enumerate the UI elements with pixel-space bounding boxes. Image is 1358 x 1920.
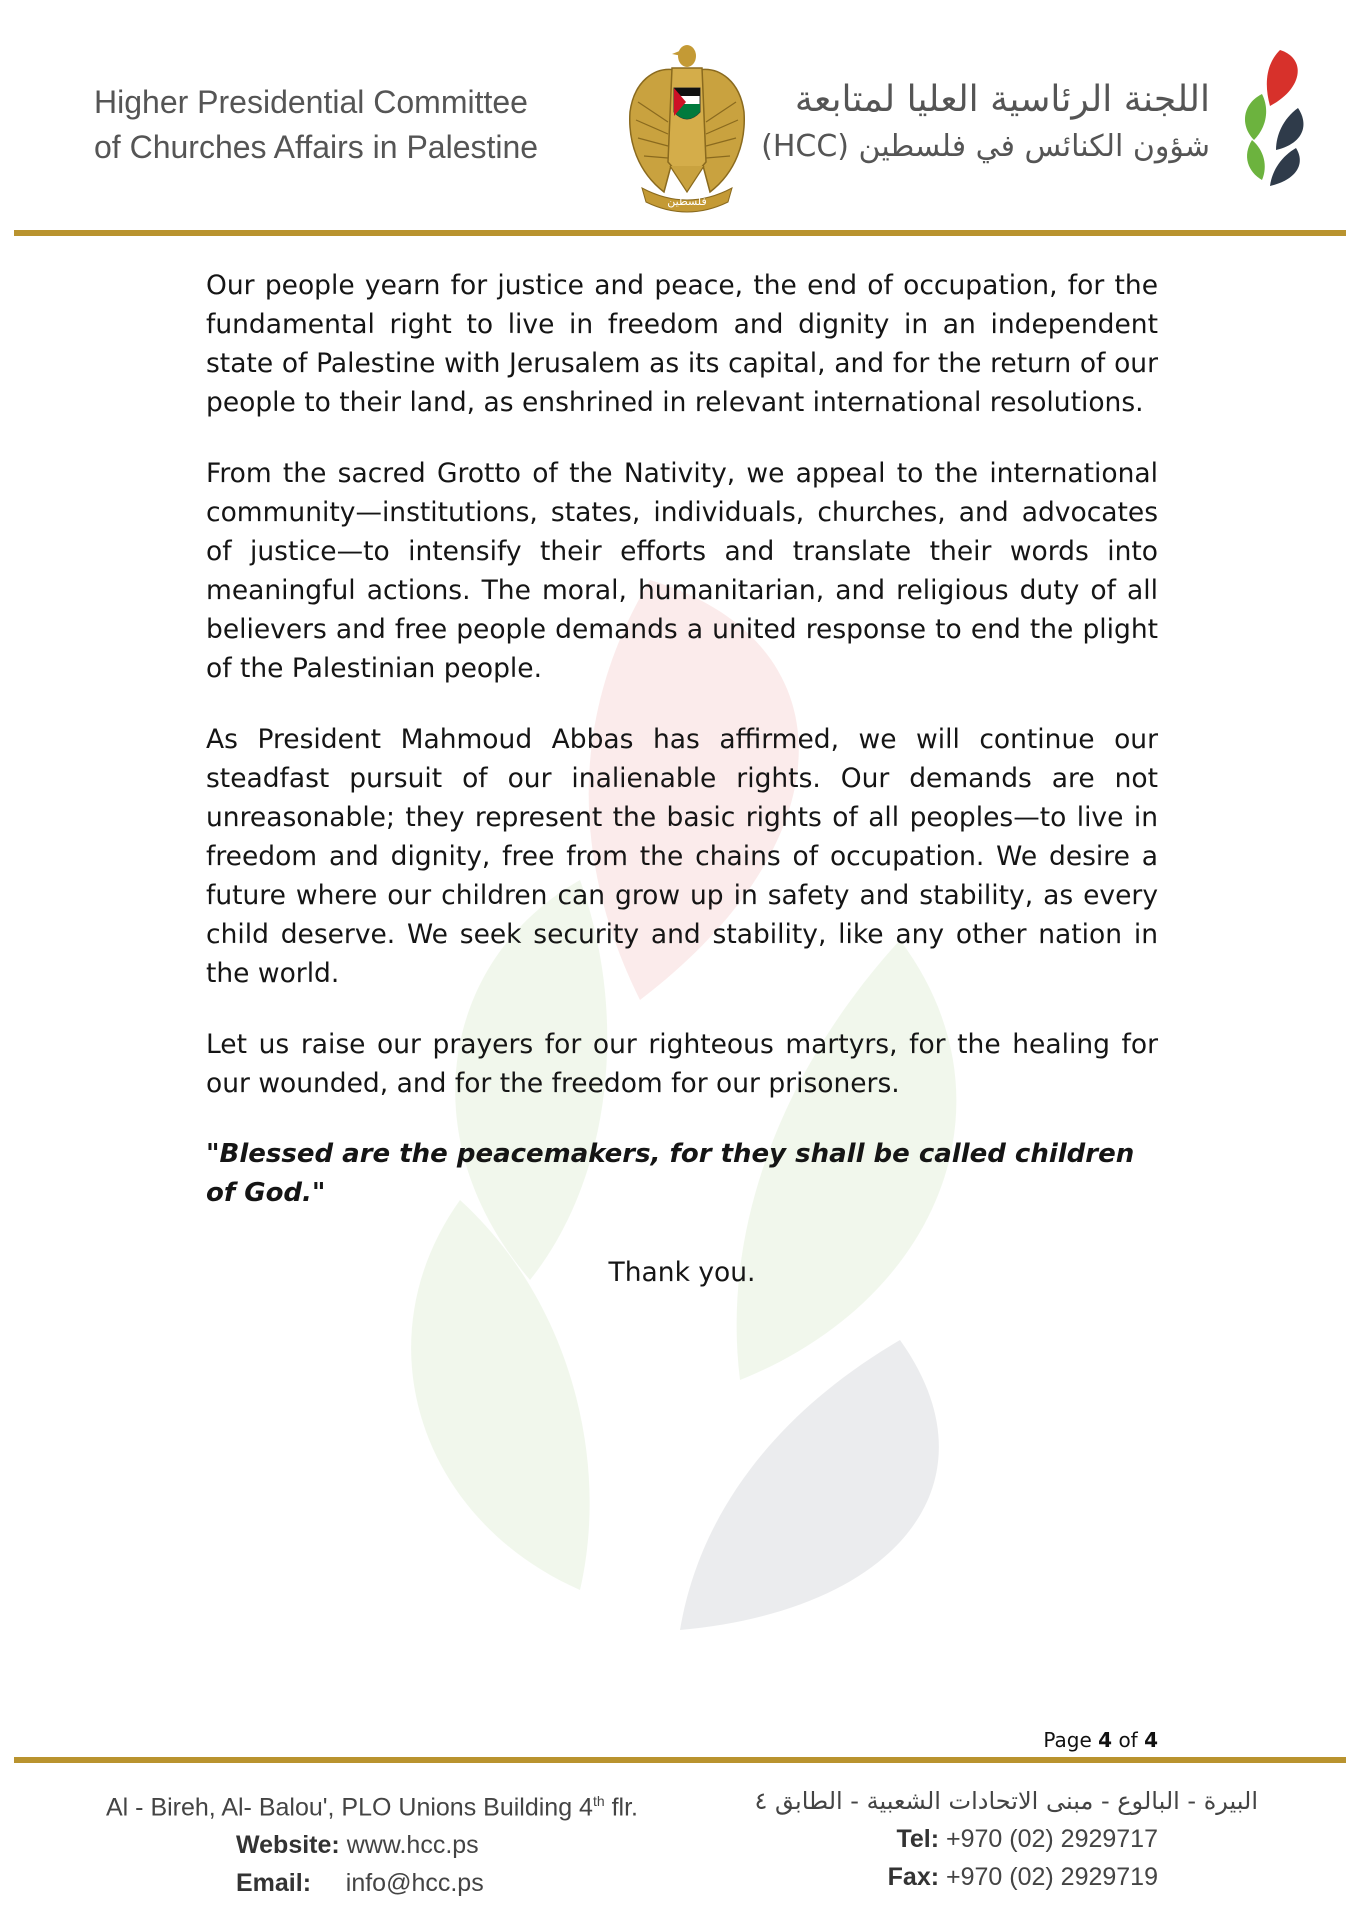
org-name-ar-line2: شؤون الكنائس في فلسطين (HCC) xyxy=(761,129,1210,164)
emblem-ribbon-text: فلسطين xyxy=(667,195,707,208)
footer-fax-row xyxy=(754,1858,1258,1896)
footer-tel-row xyxy=(754,1820,1258,1858)
header-divider xyxy=(14,230,1346,236)
page-label: Page xyxy=(1043,1728,1092,1752)
footer-address-en-sup: th xyxy=(592,1793,605,1809)
page-of: of xyxy=(1118,1728,1138,1752)
footer-address-en-suffix: flr. xyxy=(604,1793,638,1822)
closing-thanks: Thank you. xyxy=(608,1257,756,1288)
fax-label: Fax: xyxy=(887,1863,940,1891)
page-number xyxy=(1043,1728,1158,1752)
email-label: Email: xyxy=(236,1869,312,1898)
org-name-en xyxy=(94,80,538,170)
footer-address-ar: البيرة - البالوع - مبنى الاتحادات الشعبية - الطابق ٤ xyxy=(754,1787,1258,1815)
paragraph-3: As President Mahmoud Abbas has affirmed, we will continue our steadfast pursuit of our inalienable rights. Our demands are not unreasonable; they represent the basic rights of all peoples—to live in freedom and dignity, free from the chains of occupation. We desire a future where our children can grow up in safety and stability, as every child deserve. We seek security and stability, like any other nation in the world. xyxy=(206,724,1158,989)
footer-contact-en xyxy=(106,1782,638,1902)
hcc-leaf-logo-icon xyxy=(1240,48,1308,188)
org-name-en-line2: of Churches Affairs in Palestine xyxy=(94,129,539,165)
org-name-ar xyxy=(761,74,1210,168)
letter-body xyxy=(206,266,1158,1292)
footer-email-row xyxy=(106,1864,638,1902)
org-name-ar-line1: اللجنة الرئاسية العليا لمتابعة xyxy=(794,79,1210,120)
footer-address-en xyxy=(106,1782,638,1826)
paragraph-1: Our people yearn for justice and peace, the end of occupation, for the fundamental right to live in freedom and dignity in an independent state of Palestine with Jerusalem as its capital, and for the return of our people to their land, as enshrined in relevant international resolutions. xyxy=(206,270,1158,418)
scripture-quote: "Blessed are the peacemakers, for they shall be called children of God." xyxy=(206,1139,1135,1208)
page-current: 4 xyxy=(1098,1728,1113,1752)
fax-number: +970 (02) 2929719 xyxy=(946,1863,1158,1891)
tel-number: +970 (02) 2929717 xyxy=(946,1825,1158,1853)
footer-contact-ar xyxy=(754,1782,1258,1896)
website-link[interactable]: www.hcc.ps xyxy=(346,1831,479,1860)
footer-address-en-text: Al - Bireh, Al- Balou', PLO Unions Building 4 xyxy=(106,1793,593,1822)
website-label: Website: xyxy=(236,1831,340,1860)
footer-website-row xyxy=(106,1826,638,1864)
email-link[interactable]: info@hcc.ps xyxy=(345,1869,484,1898)
paragraph-2: From the sacred Grotto of the Nativity, we appeal to the international community—institutions, states, individuals, churches, and advocates of justice—to intensify their efforts and translate their words into meaningful actions. The moral, humanitarian, and religious duty of all believers and free people demands a united response to end the plight of the Palestinian people. xyxy=(206,458,1158,684)
tel-label: Tel: xyxy=(896,1825,940,1853)
org-name-en-line1: Higher Presidential Committee xyxy=(94,84,528,120)
paragraph-4: Let us raise our prayers for our righteous martyrs, for the healing for our wounded, and for the freedom for our prisoners. xyxy=(206,1029,1158,1099)
footer-divider xyxy=(14,1757,1346,1763)
palestine-eagle-emblem-icon xyxy=(624,42,750,214)
page-total: 4 xyxy=(1144,1728,1158,1752)
